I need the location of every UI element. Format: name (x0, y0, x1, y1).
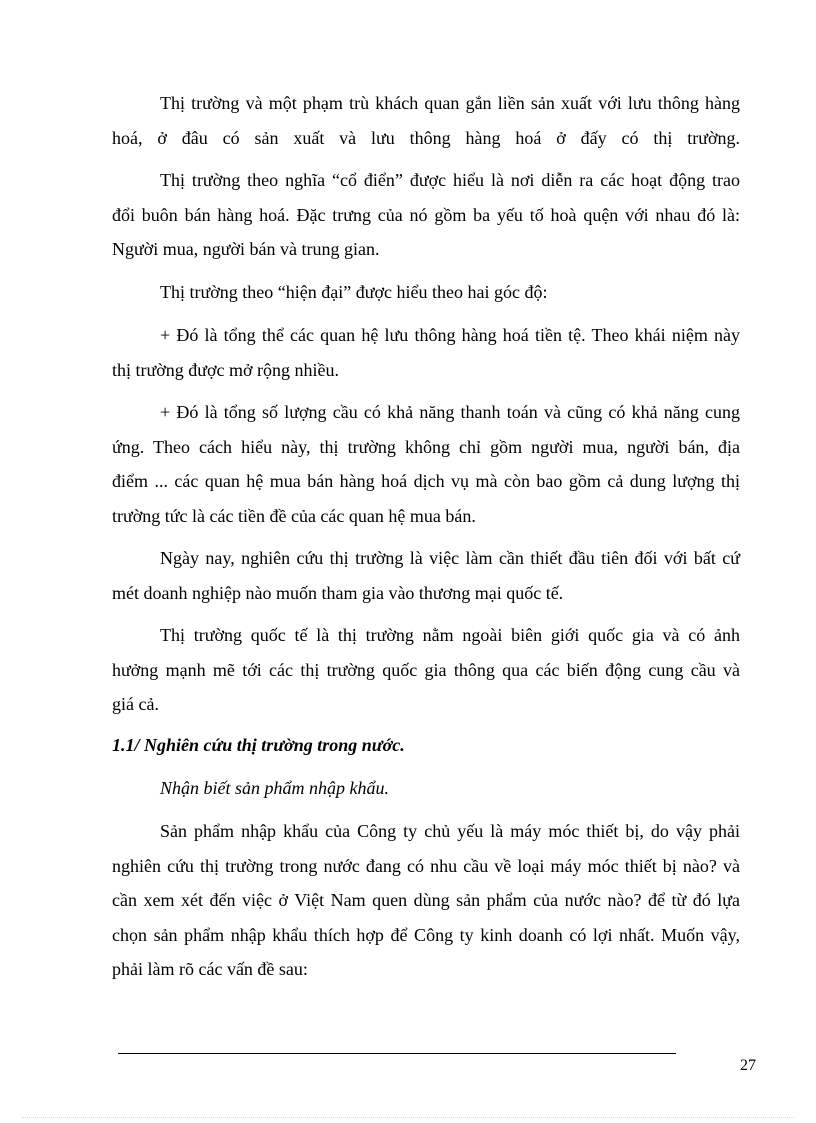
paragraph-point-one (112, 318, 740, 387)
paragraph-modern-definition (112, 275, 740, 310)
text-line: Thị trường quốc tế là thị trường nằm ngoài biên giới quốc gia và có ảnh (160, 625, 740, 645)
page-edge-divider (22, 1117, 794, 1118)
text-line: + Đó là tổng số lượng cầu có khả năng thanh toán và cũng có khả năng cung (160, 402, 740, 422)
text-line: điểm ... các quan hệ mua bán hàng hoá dịch vụ mà còn bao gồm cả dung lượng thị (112, 471, 740, 491)
paragraph-import-products (112, 814, 740, 987)
text-line: Người mua, người bán và trung gian. (112, 239, 380, 259)
text-line: hưởng mạnh mẽ tới các thị trường quốc gia thông qua các biến động cung cầu và (112, 659, 740, 680)
text-line: thị trường được mở rộng nhiều. (112, 359, 340, 380)
text-line: Ngày nay, nghiên cứu thị trường là việc làm cần thiết đầu tiên đối với bất cứ (160, 548, 740, 568)
text-line: giá cả. (112, 694, 159, 714)
paragraph-research-importance (112, 541, 740, 610)
section-heading: 1.1/ Nghiên cứu thị trường trong nước. (112, 735, 405, 755)
text-line: chọn sản phẩm nhập khẩu thích hợp để Công ty kinh doanh có lợi nhất. Muốn vậy, (112, 924, 740, 945)
text-line: Thị trường theo “hiện đại” được hiểu theo hai góc độ: (160, 282, 548, 302)
paragraph-market-definition (112, 86, 740, 155)
text-line: trường tức là các tiền đề của các quan hệ mua bán. (112, 505, 476, 526)
text-line: ứng. Theo cách hiểu này, thị trường không chỉ gồm người mua, người bán, địa (112, 436, 740, 457)
text-line: Thị trường và một phạm trù khách quan gắn liền sản xuất với lưu thông hàng (160, 93, 740, 113)
text-line: + Đó là tổng thể các quan hệ lưu thông hàng hoá tiền tệ. Theo khái niệm này (160, 325, 740, 345)
text-line: phải làm rõ các vấn đề sau: (112, 959, 308, 979)
text-line: Thị trường theo nghĩa “cổ điển” được hiểu là nơi diễn ra các hoạt động trao (160, 170, 740, 190)
paragraph-classic-definition (112, 163, 740, 267)
page-number: 27 (740, 1057, 756, 1074)
footer-divider (118, 1053, 676, 1054)
text-line: đổi buôn bán hàng hoá. Đặc trưng của nó gồm ba yếu tố hoà quện với nhau đó là: (112, 204, 740, 225)
text-line: nghiên cứu thị trường trong nước đang có nhu cầu về loại máy móc thiết bị nào? và (112, 855, 740, 876)
subsection-heading: Nhận biết sản phẩm nhập khẩu. (160, 778, 389, 798)
text-line: Sản phẩm nhập khẩu của Công ty chủ yếu là máy móc thiết bị, do vậy phải (160, 821, 740, 841)
text-line: hoá, ở đâu có sản xuất và lưu thông hàng hoá ở đấy có thị trường. (112, 127, 740, 148)
paragraph-international-market (112, 618, 740, 722)
paragraph-point-two (112, 395, 740, 533)
text-line: mét doanh nghiệp nào muốn tham gia vào thương mại quốc tế. (112, 582, 564, 603)
text-line: cần xem xét đến việc ở Việt Nam quen dùng sản phẩm của nước nào? để từ đó lựa (112, 890, 740, 910)
